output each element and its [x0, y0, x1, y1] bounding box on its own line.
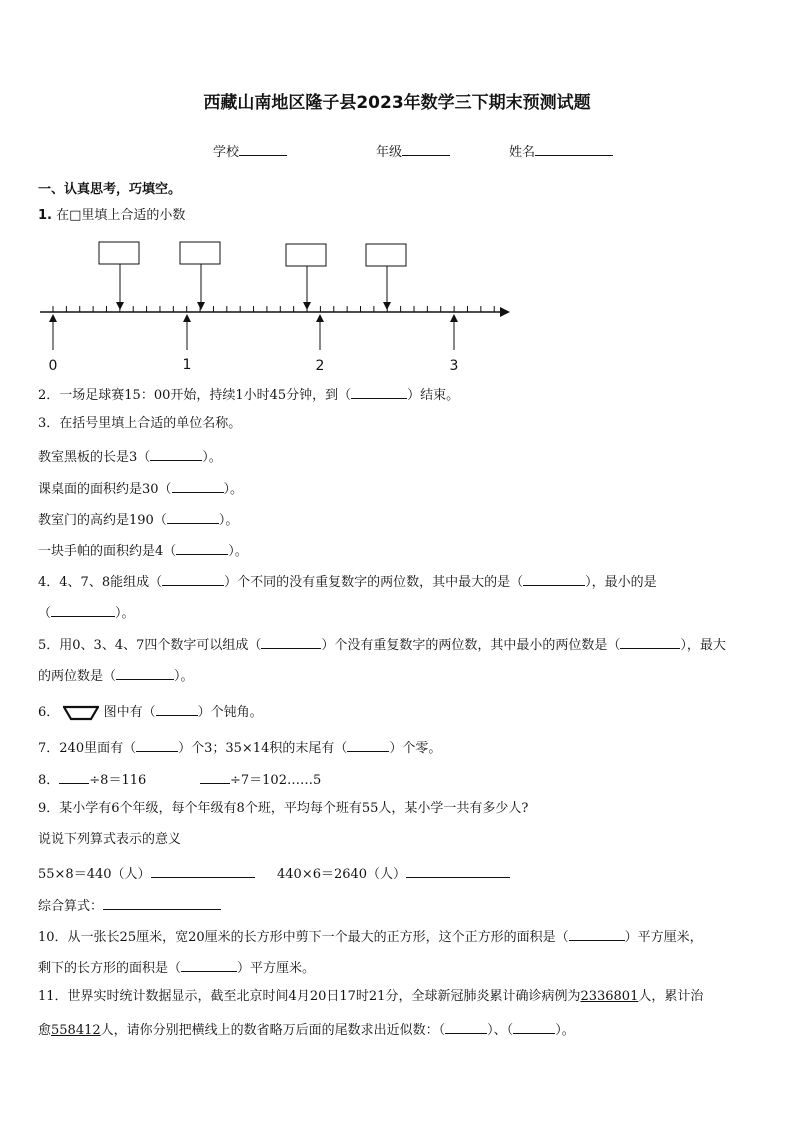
q7-text-c: ）个零。	[389, 741, 442, 756]
school-label: 学校	[213, 145, 240, 160]
q2-blank[interactable]	[351, 385, 407, 399]
q10-line-2	[38, 958, 315, 977]
q9-text: 9．某小学有6个年级，每个年级有8个班，平均每个班有55人，某小学一共有多少人?	[38, 801, 529, 816]
tick-label-2: 2	[315, 358, 325, 374]
q11-text-f: ）。	[555, 1023, 575, 1038]
school-blank[interactable]	[239, 143, 287, 156]
q6-blank[interactable]	[156, 702, 198, 716]
q9-expr-1	[38, 864, 255, 883]
q10-text-b: ）平方厘米，	[624, 930, 703, 945]
q11-line-2	[38, 1020, 575, 1039]
answer-box-1[interactable]	[99, 242, 139, 264]
q5-blank-2[interactable]	[620, 635, 680, 649]
q4-text-b: ）个不同的没有重复数字的两位数，其中最大的是（	[224, 575, 524, 590]
q9-expression-2: 440×6＝2640（人）	[277, 867, 407, 882]
q3-heading: 3．在括号里填上合适的单位名称。	[38, 416, 242, 431]
section1-heading: 一、认真思考，巧填空。	[38, 182, 182, 197]
q9-blank-2[interactable]	[406, 864, 510, 878]
q10-text-d: ）平方厘米。	[237, 961, 316, 976]
q4-text-c: ），最小的是	[585, 575, 657, 590]
q3-item-2-text: 课桌面的面积约是30（	[38, 482, 172, 497]
q6-text-a: 图中有（	[103, 705, 156, 720]
q11-text-b: 人，累计治	[638, 989, 704, 1004]
q3-item-3-blank[interactable]	[167, 510, 219, 524]
q4-text-d: （	[38, 606, 52, 621]
q9-expr-2	[277, 864, 510, 883]
q3-item-1	[38, 447, 222, 466]
q4-blank-3[interactable]	[51, 603, 115, 617]
q4-blank-2[interactable]	[523, 572, 585, 586]
q8-blank-1[interactable]	[59, 770, 89, 784]
q7-text-a: 7．240里面有（	[38, 741, 137, 756]
q4-line-1	[38, 572, 657, 591]
q5-text-a: 5．用0、3、4、7四个数字可以组成（	[38, 638, 262, 653]
q11-line-1	[38, 989, 703, 1005]
q3-item-1-text: 教室黑板的长是3（	[38, 450, 151, 465]
q3-item-4-blank[interactable]	[176, 541, 228, 555]
q7-text-b: ）个3；35×14积的末尾有（	[178, 741, 348, 756]
q9-sub: 说说下列算式表示的意义	[38, 832, 182, 847]
q9-expression-1: 55×8＝440（人）	[38, 867, 151, 882]
q10-text-c: 剩下的长方形的面积是（	[38, 961, 182, 976]
q2-text	[38, 385, 459, 404]
name-blank[interactable]	[535, 143, 613, 156]
q9-combined	[38, 896, 221, 915]
q5-line-2	[38, 666, 194, 685]
q9-blank-1[interactable]	[151, 864, 255, 878]
answer-box-2[interactable]	[180, 242, 220, 264]
q3-item-3-text: 教室门的高约是190（	[38, 513, 167, 528]
grade-label: 年级	[376, 145, 403, 160]
q2-prompt: 2．一场足球赛15：00开始，持续1小时45分钟，到（	[38, 388, 352, 403]
q5-text-d: 的两位数是（	[38, 669, 117, 684]
q11-blank-1[interactable]	[445, 1020, 487, 1034]
q5-blank-3[interactable]	[116, 666, 174, 680]
tick-label-3: 3	[449, 358, 459, 374]
q9-combined-label: 综合算式：	[38, 899, 104, 914]
q7-blank-2[interactable]	[347, 738, 389, 752]
q6-text-b: ）个钝角。	[197, 705, 263, 720]
q5-text-e: ）。	[174, 669, 194, 684]
q1-number: 1.	[38, 208, 52, 223]
q3-item-3	[38, 510, 238, 529]
q4-blank-1[interactable]	[162, 572, 224, 586]
q3-item-2-blank[interactable]	[172, 479, 224, 493]
q9-blank-3[interactable]	[103, 896, 221, 910]
q3-item-1-suffix: ）。	[202, 450, 222, 465]
q3-item-4	[38, 541, 248, 560]
q5-blank-1[interactable]	[261, 635, 321, 649]
school-field	[213, 141, 287, 160]
q8-equation-1: ÷8＝116	[89, 773, 147, 788]
q11-blank-2[interactable]	[513, 1020, 555, 1034]
q10-line-1	[38, 927, 703, 946]
q7-text	[38, 738, 441, 757]
number-line-figure	[30, 232, 530, 382]
q3-item-1-blank[interactable]	[150, 447, 202, 461]
q8-text-2	[200, 770, 321, 789]
q11-text-d: 人，请你分别把横线上的数省略万后面的尾数求出近似数：（	[100, 1023, 446, 1038]
q1-text	[38, 208, 185, 224]
name-field	[509, 141, 613, 160]
q3-item-4-text: 一块手帕的面积约是4（	[38, 544, 177, 559]
q11-text-c: 愈	[38, 1023, 52, 1038]
q4-text-e: ）。	[115, 606, 135, 621]
grade-blank[interactable]	[402, 143, 450, 156]
q8-number: 8．	[38, 773, 60, 788]
q2-suffix: ）结束。	[407, 388, 460, 403]
q8-blank-2[interactable]	[200, 770, 230, 784]
q11-text-a: 11．世界实时统计数据显示，截至北京时间4月20日17时21分，全球新冠肺炎累计确诊病例为	[38, 989, 581, 1004]
q6-number: 6．	[38, 705, 60, 720]
grade-field	[376, 141, 450, 160]
q8-text	[38, 770, 146, 789]
page-title: 西藏山南地区隆子县2023年数学三下期末预测试题	[203, 93, 591, 113]
q11-number-2: 558412	[51, 1023, 101, 1038]
name-label: 姓名	[509, 145, 536, 160]
q5-line-1	[38, 635, 726, 654]
q4-text-a: 4．4、7、8能组成（	[38, 575, 163, 590]
q5-text-b: ）个没有重复数字的两位数，其中最小的两位数是（	[321, 638, 621, 653]
answer-box-4[interactable]	[366, 244, 406, 266]
tick-label-0: 0	[48, 358, 58, 374]
q1-prompt: 在□里填上合适的小数	[56, 208, 186, 223]
q3-item-2-suffix: ）。	[223, 482, 244, 497]
q10-blank-1[interactable]	[569, 927, 625, 941]
q7-blank-1[interactable]	[136, 738, 178, 752]
q5-text-c: ），最大	[680, 638, 726, 653]
answer-box-3[interactable]	[286, 244, 326, 266]
q6-text	[38, 702, 263, 721]
q3-item-2	[38, 479, 243, 498]
q10-blank-2[interactable]	[181, 958, 237, 972]
q10-text-a: 10．从一张长25厘米，宽20厘米的长方形中剪下一个最大的正方形，这个正方形的面积是（	[38, 930, 569, 945]
q3-item-3-suffix: ）。	[218, 513, 239, 528]
tick-label-1: 1	[182, 357, 192, 373]
trapezoid-icon	[63, 705, 99, 721]
axis-arrowhead	[500, 307, 510, 317]
q4-line-2	[38, 603, 135, 622]
q11-text-e: ）、（	[487, 1023, 514, 1038]
q8-equation-2: ÷7＝102……5	[230, 773, 322, 788]
q3-item-4-suffix: ）。	[228, 544, 248, 559]
q11-number-1: 2336801	[580, 989, 639, 1004]
